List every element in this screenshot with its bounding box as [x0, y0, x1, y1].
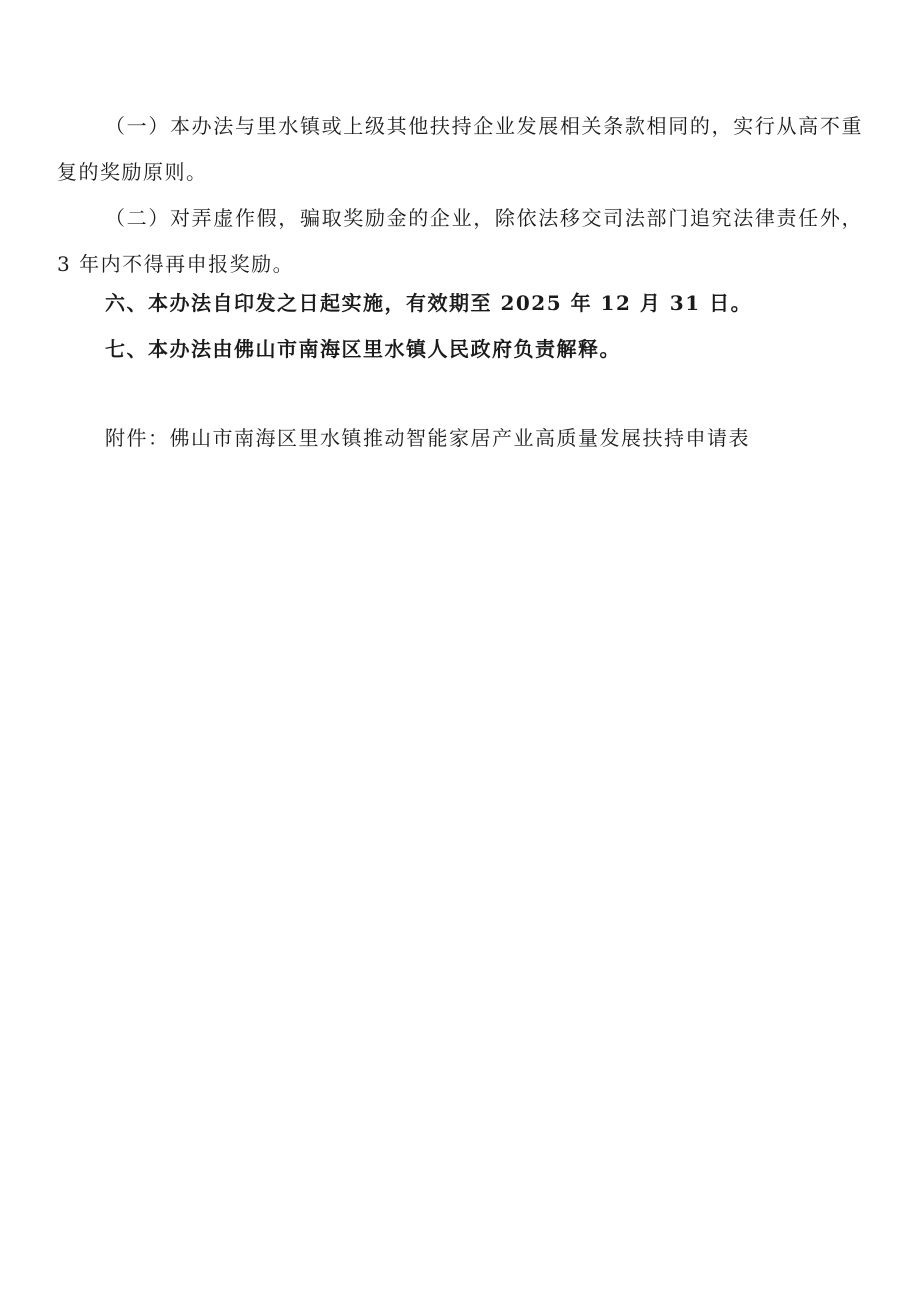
article-six-paragraph: 六、本办法自印发之日起实施，有效期至 2025 年 12 月 31 日。	[105, 291, 753, 315]
article-seven-paragraph: 七、本办法由佛山市南海区里水镇人民政府负责解释。	[105, 337, 621, 361]
attachment-paragraph: 附件：佛山市南海区里水镇推动智能家居产业高质量发展扶持申请表	[105, 426, 750, 450]
clause-paragraph-2: （二）对弄虚作假，骗取奖励金的企业，除依法移交司法部门追究法律责任外，3 年内不得再申报奖励。	[57, 206, 863, 276]
clause-paragraph-1: （一）本办法与里水镇或上级其他扶持企业发展相关条款相同的，实行从高不重复的奖励原则。	[57, 114, 863, 184]
